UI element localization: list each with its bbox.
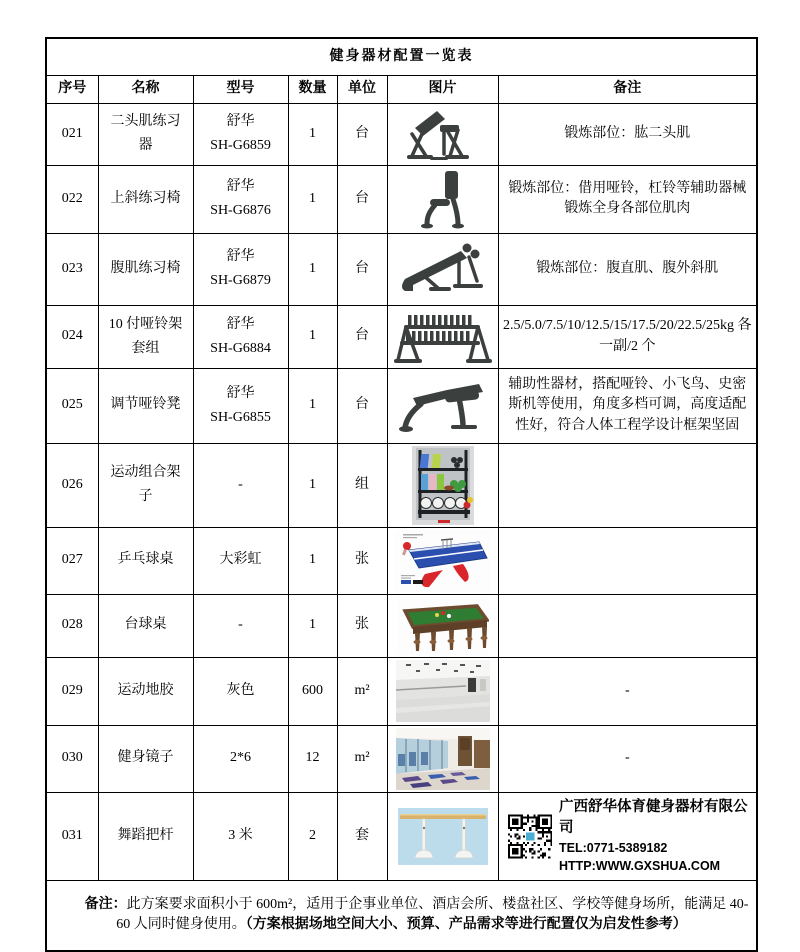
cell-unit: 台 <box>337 233 387 305</box>
table-row <box>46 305 757 368</box>
cell-no: 025 <box>46 368 98 443</box>
cell-name: 舞蹈把杆 <box>98 792 193 881</box>
footer-text-bold: （方案根据场地空间大小、预算、产品需求等进行配置仅为启发性参考） <box>245 917 687 933</box>
cell-qty: 1 <box>288 443 337 527</box>
incline-exercise-chair-image <box>415 168 471 230</box>
footer-note-row <box>46 881 757 951</box>
page-title: 健身器材配置一览表 <box>46 38 757 75</box>
cell-remark <box>498 594 757 657</box>
billiard-table-image <box>397 597 489 655</box>
cell-model: 舒华 SH-G6884 <box>193 305 288 368</box>
cell-unit: 张 <box>337 594 387 657</box>
cell-model: 舒华 SH-G6876 <box>193 165 288 233</box>
footer-text: 此方案要求面积小于 600m²，适用于企事业单位、酒店会所、楼盘社区、学校等健身场所，能满足 40-60 人同时健身使用。 <box>116 896 749 933</box>
cell-image <box>387 233 498 305</box>
table-row <box>46 165 757 233</box>
table-row <box>46 233 757 305</box>
dumbbell-rack-set-image <box>394 308 492 366</box>
cell-image <box>387 725 498 792</box>
cell-image <box>387 165 498 233</box>
cell-remark: 锻炼部位：肱二头肌 <box>498 103 757 165</box>
cell-qty: 12 <box>288 725 337 792</box>
gym-mirror-photo <box>396 728 490 790</box>
cell-no: 028 <box>46 594 98 657</box>
cell-qty: 1 <box>288 233 337 305</box>
cell-name: 台球桌 <box>98 594 193 657</box>
cell-qty: 1 <box>288 165 337 233</box>
cell-remark: 锻炼部位：腹直肌、腹外斜肌 <box>498 233 757 305</box>
cell-name: 上斜练习椅 <box>98 165 193 233</box>
cell-no: 030 <box>46 725 98 792</box>
sports-storage-rack-image <box>412 446 474 525</box>
table-row <box>46 725 757 792</box>
table-row <box>46 657 757 725</box>
cell-unit: 套 <box>337 792 387 881</box>
cell-image <box>387 103 498 165</box>
company-info-block <box>502 795 754 879</box>
company-tel: TEL:0771-5389182 <box>558 840 668 855</box>
cell-remark: 辅助性器材，搭配哑铃、小飞鸟、史密斯机等使用，角度多档可调，高度适配性好，符合人体工程学设计框架坚固 <box>498 368 757 443</box>
cell-unit: 组 <box>337 443 387 527</box>
cell-image <box>387 657 498 725</box>
cell-remark: 锻炼部位：借用哑铃，杠铃等辅助器械锻炼全身各部位肌肉 <box>498 165 757 233</box>
cell-image <box>387 443 498 527</box>
cell-name: 10 付哑铃架 套组 <box>98 305 193 368</box>
cell-model: 灰色 <box>193 657 288 725</box>
cell-no: 027 <box>46 527 98 594</box>
table-row <box>46 527 757 594</box>
cell-no: 021 <box>46 103 98 165</box>
footer-note <box>46 881 757 951</box>
company-website: HTTP:WWW.GXSHUA.COM <box>558 859 721 874</box>
table-row <box>46 368 757 443</box>
cell-image <box>387 527 498 594</box>
cell-model: 舒华 SH-G6879 <box>193 233 288 305</box>
preacher-curl-trainer-image <box>400 106 486 162</box>
cell-qty: 1 <box>288 368 337 443</box>
cell-name: 腹肌练习椅 <box>98 233 193 305</box>
cell-model: - <box>193 443 288 527</box>
company-name: 广西舒华体育健身器材有限公司 <box>558 798 748 836</box>
cell-name: 健身镜子 <box>98 725 193 792</box>
cell-unit: 张 <box>337 527 387 594</box>
abdominal-bench-image <box>399 241 487 297</box>
cell-no: 029 <box>46 657 98 725</box>
cell-no: 031 <box>46 792 98 881</box>
cell-image <box>387 792 498 881</box>
qr-code-icon <box>508 813 552 860</box>
footer-label: 备注： <box>84 896 127 912</box>
col-header-qty: 数量 <box>288 75 337 103</box>
cell-image <box>387 305 498 368</box>
cell-unit: m² <box>337 657 387 725</box>
cell-qty: 1 <box>288 594 337 657</box>
cell-unit: 台 <box>337 305 387 368</box>
cell-model: 2*6 <box>193 725 288 792</box>
header-row <box>46 75 757 103</box>
cell-image <box>387 368 498 443</box>
ballet-barre-image <box>398 808 488 865</box>
table-row <box>46 103 757 165</box>
cell-model: 舒华 SH-G6855 <box>193 368 288 443</box>
table-row <box>46 594 757 657</box>
cell-name: 运动地胶 <box>98 657 193 725</box>
cell-remark <box>498 792 757 881</box>
sports-flooring-photo <box>396 660 490 722</box>
cell-model: 3 米 <box>193 792 288 881</box>
col-header-remark: 备注 <box>498 75 757 103</box>
cell-unit: 台 <box>337 368 387 443</box>
cell-model: 大彩虹 <box>193 527 288 594</box>
cell-unit: 台 <box>337 103 387 165</box>
table-tennis-table-image <box>395 530 491 592</box>
cell-image <box>387 594 498 657</box>
cell-name: 调节哑铃凳 <box>98 368 193 443</box>
cell-remark: - <box>498 657 757 725</box>
cell-qty: 1 <box>288 527 337 594</box>
cell-model: 舒华 SH-G6859 <box>193 103 288 165</box>
col-header-name: 名称 <box>98 75 193 103</box>
table-row <box>46 792 757 881</box>
cell-no: 026 <box>46 443 98 527</box>
cell-name: 运动组合架 子 <box>98 443 193 527</box>
cell-model: - <box>193 594 288 657</box>
cell-remark <box>498 527 757 594</box>
col-header-unit: 单位 <box>337 75 387 103</box>
adjustable-dumbbell-bench-image <box>399 378 487 434</box>
table-row <box>46 443 757 527</box>
col-header-model: 型号 <box>193 75 288 103</box>
col-header-no: 序号 <box>46 75 98 103</box>
cell-no: 024 <box>46 305 98 368</box>
cell-qty: 2 <box>288 792 337 881</box>
equipment-table <box>45 37 758 952</box>
col-header-image: 图片 <box>387 75 498 103</box>
cell-unit: 台 <box>337 165 387 233</box>
cell-qty: 1 <box>288 305 337 368</box>
cell-name: 二头肌练习 器 <box>98 103 193 165</box>
cell-name: 乒乓球桌 <box>98 527 193 594</box>
cell-qty: 1 <box>288 103 337 165</box>
cell-remark: 2.5/5.0/7.5/10/12.5/15/17.5/20/22.5/25kg 各一副/2 个 <box>498 305 757 368</box>
cell-no: 023 <box>46 233 98 305</box>
cell-unit: m² <box>337 725 387 792</box>
cell-qty: 600 <box>288 657 337 725</box>
cell-remark: - <box>498 725 757 792</box>
cell-remark <box>498 443 757 527</box>
cell-no: 022 <box>46 165 98 233</box>
title-row <box>46 38 757 75</box>
